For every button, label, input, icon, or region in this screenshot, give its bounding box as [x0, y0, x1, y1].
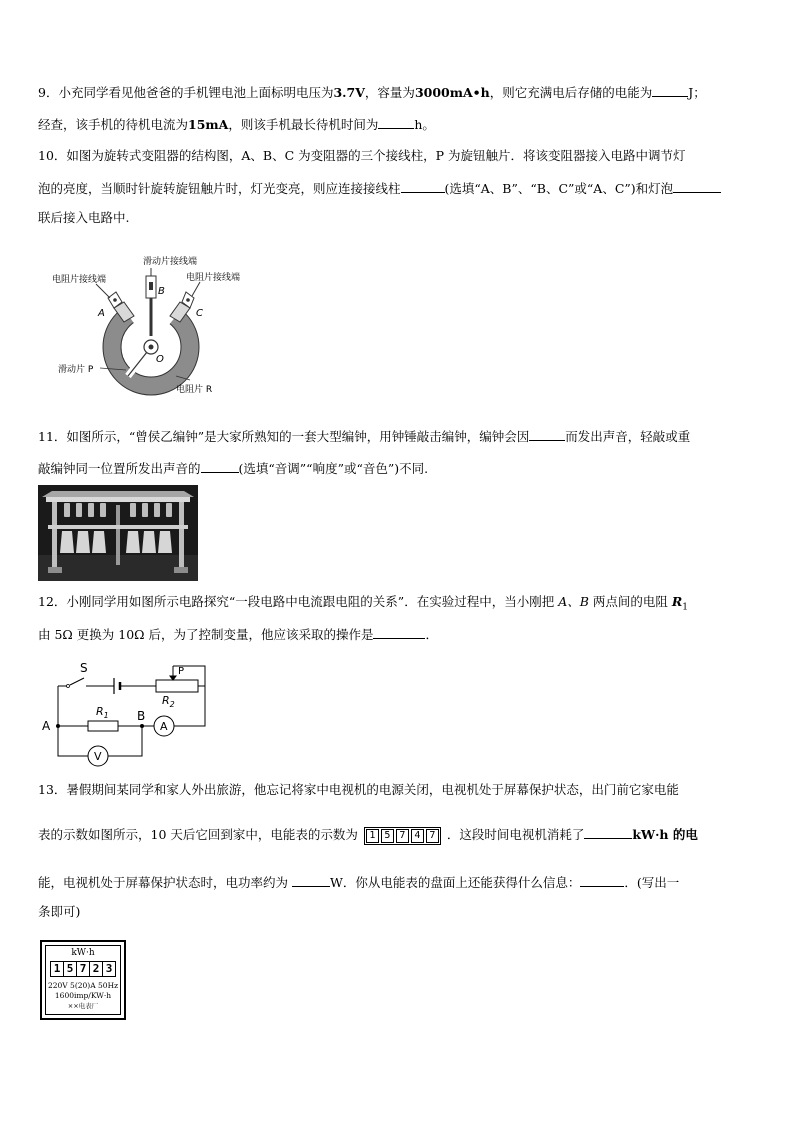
reading-digit: 5: [381, 829, 394, 843]
meter-digit: 1: [53, 962, 61, 975]
q9-blank-time[interactable]: [378, 116, 414, 129]
q11-blank-cause[interactable]: [529, 428, 565, 441]
label-slider: 滑动片 P: [58, 365, 94, 375]
label-resistor: 电阻片 R: [176, 385, 213, 395]
label-res-terminal-left: 电阻片接线端: [52, 275, 107, 285]
meter-digit: 7: [76, 962, 89, 976]
meter-maker: ××电表厂: [67, 1002, 99, 1010]
label-p: P: [178, 666, 185, 677]
q12-blank-operation[interactable]: [373, 626, 425, 639]
label-r1: $R_1$: [96, 705, 109, 720]
label-res-terminal-right: 电阻片接线端: [186, 273, 241, 283]
meter-reading-digits: [366, 830, 439, 841]
q13-blank-energy[interactable]: [584, 826, 632, 839]
q9-blank-energy[interactable]: [652, 84, 688, 97]
q10-line-2: 泡的亮度，当顺时针旋转旋钮触片时，灯光变亮，则应连接接线柱 (选填“A、B”、“B、C”或“A、C”)和灯泡: [38, 180, 721, 197]
label-r2: $R_2$: [162, 694, 175, 709]
label-slider-terminal: 滑动片接线端: [143, 257, 198, 267]
meter-digit: 5: [63, 962, 76, 976]
resistor-r1: [88, 721, 118, 731]
label-c: C: [196, 308, 203, 319]
q11-line-1: 11．如图所示，“曾侯乙编钟”是大家所熟知的一套大型编钟，用钟锤敲击编钟，编钟会因 而发出声音，轻敲或重: [38, 429, 691, 444]
q11-line-2: 敲编钟同一位置所发出声音的 (选填“音调”“响度”或“音色”)不同.: [38, 461, 429, 476]
q12-line-2: 由 5Ω 更换为 10Ω 后，为了控制变量，他应该采取的操作是 ．: [38, 627, 438, 642]
meter-reading-inline: [364, 827, 441, 845]
q9-line-1: 9．小充同学看见他爸爸的手机锂电池上面标明电压为3.7V，容量为3000mA•h，则它充满电后存储的电能为 J；: [38, 85, 706, 100]
q13-blank-power[interactable]: [292, 874, 330, 887]
q11-blank-property[interactable]: [201, 460, 239, 473]
energy-meter: [40, 940, 126, 1020]
label-s: S: [80, 661, 88, 675]
q10-line-3: 联后接入电路中.: [38, 210, 130, 225]
circuit-diagram: [38, 652, 218, 774]
label-o: O: [156, 354, 164, 365]
rheostat-figure: [50, 252, 280, 400]
q10-line-1: 10．如图为旋转式变阻器的结构图，A、B、C 为变阻器的三个接线柱，P 为旋钮触片．将该变阻器接入电路中调节灯: [38, 148, 686, 163]
reading-digit: 7: [396, 829, 409, 843]
label-b: B: [158, 286, 165, 297]
meter-digit: 2: [89, 962, 102, 976]
label-a: A: [98, 308, 105, 319]
reading-digit: 1: [366, 829, 379, 843]
q10-blank-terminals[interactable]: [401, 180, 445, 193]
label-node-b: B: [137, 709, 146, 723]
ammeter-label: A: [160, 720, 168, 733]
voltmeter-label: V: [94, 750, 102, 763]
q13-blank-info[interactable]: [580, 874, 624, 887]
q10-blank-connection[interactable]: [673, 180, 721, 193]
bianzhong-photo: [38, 485, 198, 581]
label-node-a: A: [42, 719, 51, 733]
meter-digits: [50, 961, 116, 977]
meter-digit: 3: [102, 962, 115, 976]
reading-digit: 4: [411, 829, 424, 843]
reading-digit: 7: [426, 829, 439, 843]
meter-spec-1: 220V 5(20)A 50Hz: [47, 981, 119, 990]
q13-line-2: 表的示数如图所示，10 天后它回到家中，电能表的示数为 1 5 7 4 7 ．这段时间电视机消耗了 kW·h 的电: [38, 826, 698, 845]
q13-line-4: 条即可): [38, 904, 81, 919]
q9-line-2: 经查，该手机的待机电流为15mA，则该手机最长待机时间为 h。: [38, 117, 435, 132]
meter-unit: kW·h: [71, 948, 95, 958]
q13-line-3: 能，电视机处于屏幕保护状态时，电功率约为 W．你从电能表的盘面上还能获得什么信息： ．(写出一: [38, 875, 680, 890]
q12-line-1: 12．小刚同学用如图所示电路探究“一段电路中电流跟电阻的关系”．在实验过程中，当小刚把 A、B 两点间的电阻 $R_1$: [38, 594, 689, 613]
q13-line-1: 13．暑假期间某同学和家人外出旅游，他忘记将家中电视机的电源关闭，电视机处于屏幕保护状态，出门前它家电能: [38, 782, 679, 797]
switch-s: [70, 678, 84, 685]
rheostat-r2: [156, 680, 198, 692]
meter-spec-2: 1600imp/KW·h: [54, 991, 112, 1000]
